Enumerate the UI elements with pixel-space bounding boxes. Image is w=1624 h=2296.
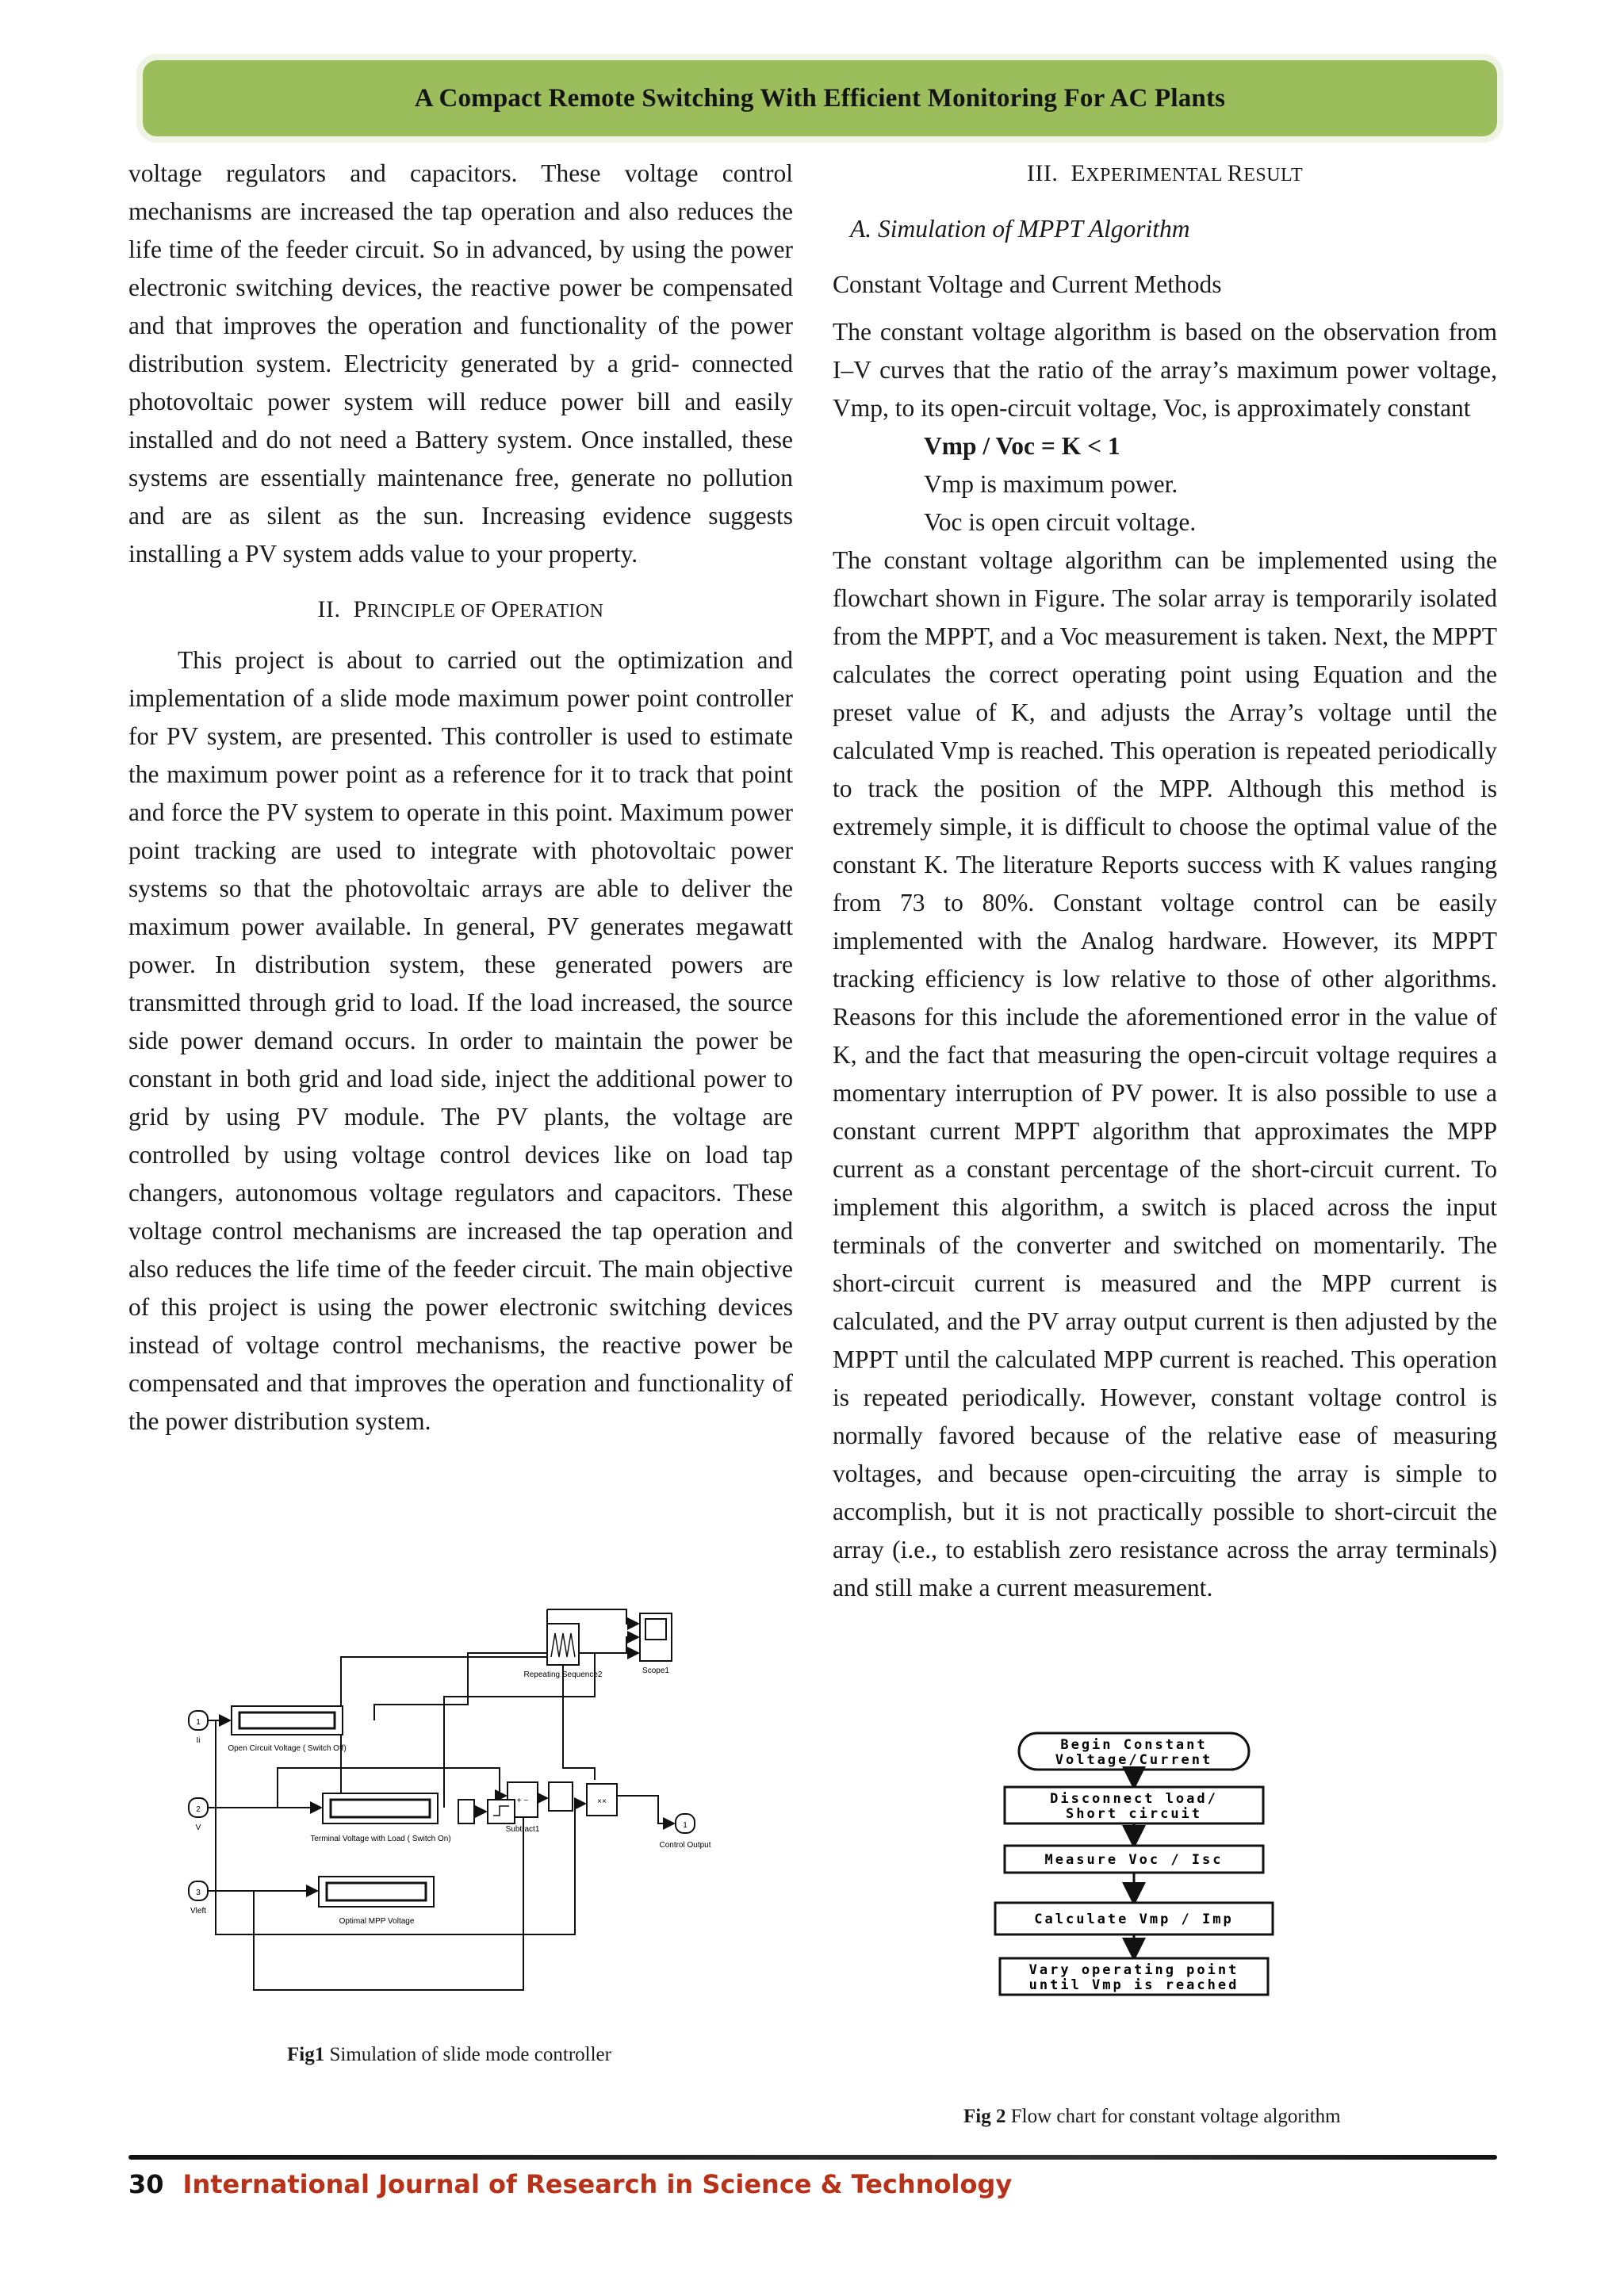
definition-voc: Voc is open circuit voltage. xyxy=(924,508,1197,536)
section-title-rest: RINCIPLE OF xyxy=(366,601,492,622)
journal-name: International Journal of Research in Science & Technology xyxy=(182,2169,1013,2199)
repeating-sequence-block xyxy=(524,1624,603,1679)
section-title-rest-2: ESULT xyxy=(1243,165,1304,186)
figure-1-caption xyxy=(287,2044,611,2066)
repeating-sequence-label: Repeating Sequence2 xyxy=(523,1670,603,1679)
section-title-initial-2: O xyxy=(491,596,509,622)
figure-1-simulink-diagram xyxy=(151,1578,737,2038)
begin-line-2: Voltage/Current xyxy=(1055,1752,1213,1768)
begin-line-1: Begin Constant xyxy=(1060,1737,1208,1753)
section-heading-principle xyxy=(128,591,793,630)
section-title-initial-2: R xyxy=(1227,160,1244,186)
input-port-3 xyxy=(189,1881,208,1915)
figure-2-caption-text: Flow chart for constant voltage algorithm xyxy=(1005,2106,1341,2127)
figure-2-caption-label: Fig 2 xyxy=(963,2106,1006,2127)
paragraph-constant-voltage-2: The constant voltage algorithm can be implemented using the flowchart shown in Figure. The solar array is temporarily isolated from the MPPT, and a Voc measurement is taken. Next, the MPPT calculates the correct operating point using Equation and the preset value of K, and adjusts the Array’s voltage until the calculated Vmp is reached. This operation is repeated periodically to track the position of the MPP. Although this method is extremely simple, it is difficult to choose the optimal value of the constant K. The literature Reports success with K values ranging from 73 to 80%. Constant voltage control can be easily implemented with the Analog hardware. However, its MPPT tracking efficiency is low relative to those of other algorithms. Reasons for this include the aforementioned error in the value of K, and the fact that measuring the open-circuit voltage requires a momentary interruption of PV power. It is also possible to use a constant current MPPT algorithm that approximates the MPP current as a constant percentage of the short-circuit current. To implement this algorithm, a switch is placed across the input terminals of the converter and switched on momentarily. The short-circuit current is measured and the MPP current is calculated, and the PV array output current is then adjusted by the MPPT until the calculated MPP current is reached. This operation is repeated periodically. However, constant voltage control is normally favored because of the relative ease of measuring voltages, and because open-circuiting the array is simple to accomplish, but it is not practically possible to short-circuit the array (i.e., to establish zero resistance across the array terminals) and still make a current measurement. xyxy=(833,546,1497,1601)
input-port-1-number: 1 xyxy=(196,1718,201,1727)
scope-label: Scope1 xyxy=(642,1667,669,1675)
section-number: II. xyxy=(317,596,341,622)
section-title-rest-2: PERATION xyxy=(508,601,604,622)
section-title-initial: E xyxy=(1071,160,1086,186)
figure-2-caption xyxy=(963,2106,1341,2128)
display-open-circuit-voltage xyxy=(228,1706,346,1753)
svg-text:+ −: + − xyxy=(516,1797,529,1805)
input-port-3-number: 3 xyxy=(196,1888,201,1897)
output-port-label: Control Output xyxy=(659,1841,711,1850)
definition-vmp: Vmp is maximum power. xyxy=(924,470,1178,498)
figure-2-flowchart xyxy=(971,1728,1304,2030)
flowchart-step-calculate xyxy=(995,1903,1273,1934)
subtract-label: Subtract1 xyxy=(505,1825,540,1834)
switch-block xyxy=(549,1782,617,1816)
step2-text: Measure Voc / Isc xyxy=(1044,1852,1224,1868)
relay-block xyxy=(458,1800,515,1823)
figure-1-caption-label: Fig1 xyxy=(287,2044,325,2065)
journal-header-band xyxy=(143,60,1497,136)
svg-text:××: ×× xyxy=(597,1797,607,1806)
section-heading-result xyxy=(833,155,1497,194)
method-heading: Constant Voltage and Current Methods xyxy=(833,270,1222,298)
ratio-formula: Vmp / Voc = K < 1 xyxy=(924,432,1120,460)
display-3-label: Optimal MPP Voltage xyxy=(339,1917,415,1926)
flowchart-step-vary xyxy=(1000,1958,1268,1995)
step4-line-2: until Vmp is reached xyxy=(1028,1977,1239,1993)
page-number: 30 xyxy=(128,2169,164,2199)
scope-block xyxy=(640,1613,672,1675)
output-port xyxy=(659,1814,710,1850)
section-title-rest: XPERIMENTAL xyxy=(1086,165,1228,186)
flowchart-step-disconnect xyxy=(1005,1787,1263,1823)
display-optimal-mpp-voltage xyxy=(319,1877,434,1926)
section-title-initial: P xyxy=(353,596,367,622)
input-port-3-label: Vleft xyxy=(190,1907,207,1915)
figure-1-caption-text: Simulation of slide mode controller xyxy=(324,2044,611,2065)
page-footer xyxy=(128,2169,1012,2199)
left-column xyxy=(128,155,793,1441)
input-port-2-number: 2 xyxy=(196,1805,201,1814)
paragraph-constant-voltage-1: The constant voltage algorithm is based on the observation from I–V curves that the ratio of the array’s maximum power voltage, Vmp, to its open-circuit voltage, Voc, is approximately constant xyxy=(833,318,1497,422)
display-1-label: Open Circuit Voltage ( Switch Off) xyxy=(228,1744,347,1753)
step1-line-1: Disconnect load/ xyxy=(1050,1791,1218,1807)
input-port-2-label: V xyxy=(195,1823,201,1832)
input-port-1 xyxy=(189,1711,208,1745)
flowchart-step-measure xyxy=(1005,1846,1263,1873)
paragraph-intro: voltage regulators and capacitors. These voltage control mechanisms are increased the tap operation and also reduces the life time of the feeder circuit. So in advanced, by using the power electronic switching devices, the reactive power be compensated and that improves the operation and functionality of the power distribution system. Electricity generated by a grid- connected photovoltaic power system will reduce power bill and easily installed and do not need a Battery system. Once installed, these systems are essentially maintenance free, generate no pollution and are as silent as the sun. Increasing evidence suggests installing a PV system adds value to your property. xyxy=(128,159,793,568)
step4-line-1: Vary operating point xyxy=(1028,1962,1239,1978)
subsection-heading: A. Simulation of MPPT Algorithm xyxy=(850,215,1190,243)
flowchart-begin xyxy=(1019,1733,1249,1770)
input-port-2 xyxy=(189,1798,208,1832)
step1-line-2: Short circuit xyxy=(1065,1806,1203,1822)
output-port-number: 1 xyxy=(683,1821,688,1830)
paragraph-principle: This project is about to carried out the optimization and implementation of a slide mode maximum power point controller for PV system, are presented. This controller is used to estimate the maximum power point as a reference for it to track that point and force the PV system to operate in this point. Maximum power point tracking are used to integrate with photovoltaic power systems so that the photovoltaic arrays are able to deliver the maximum power available. In general, PV generates megawatt power. In distribution system, these generated powers are transmitted through grid to load. If the load increased, the source side power demand occurs. In order to maintain the power be constant in both grid and load side, inject the additional power to grid by using PV module. The PV plants, the voltage are controlled by using voltage control devices like on load tap changers, autonomous voltage regulators and capacitors. These voltage control mechanisms are increased the tap operation and also reduces the life time of the feeder circuit. The main objective of this project is using the power electronic switching devices instead of voltage control mechanisms, the reactive power be compensated and that improves the operation and functionality of the power distribution system. xyxy=(128,646,793,1435)
footer-rule xyxy=(128,2155,1497,2160)
running-title: A Compact Remote Switching With Efficient Monitoring For AC Plants xyxy=(414,83,1226,113)
input-port-1-label: Ii xyxy=(196,1736,201,1745)
display-terminal-voltage xyxy=(310,1793,450,1843)
step3-text: Calculate Vmp / Imp xyxy=(1034,1911,1234,1927)
right-column xyxy=(833,155,1497,1607)
section-number: III. xyxy=(1026,160,1059,186)
display-2-label: Terminal Voltage with Load ( Switch On) xyxy=(310,1835,451,1843)
